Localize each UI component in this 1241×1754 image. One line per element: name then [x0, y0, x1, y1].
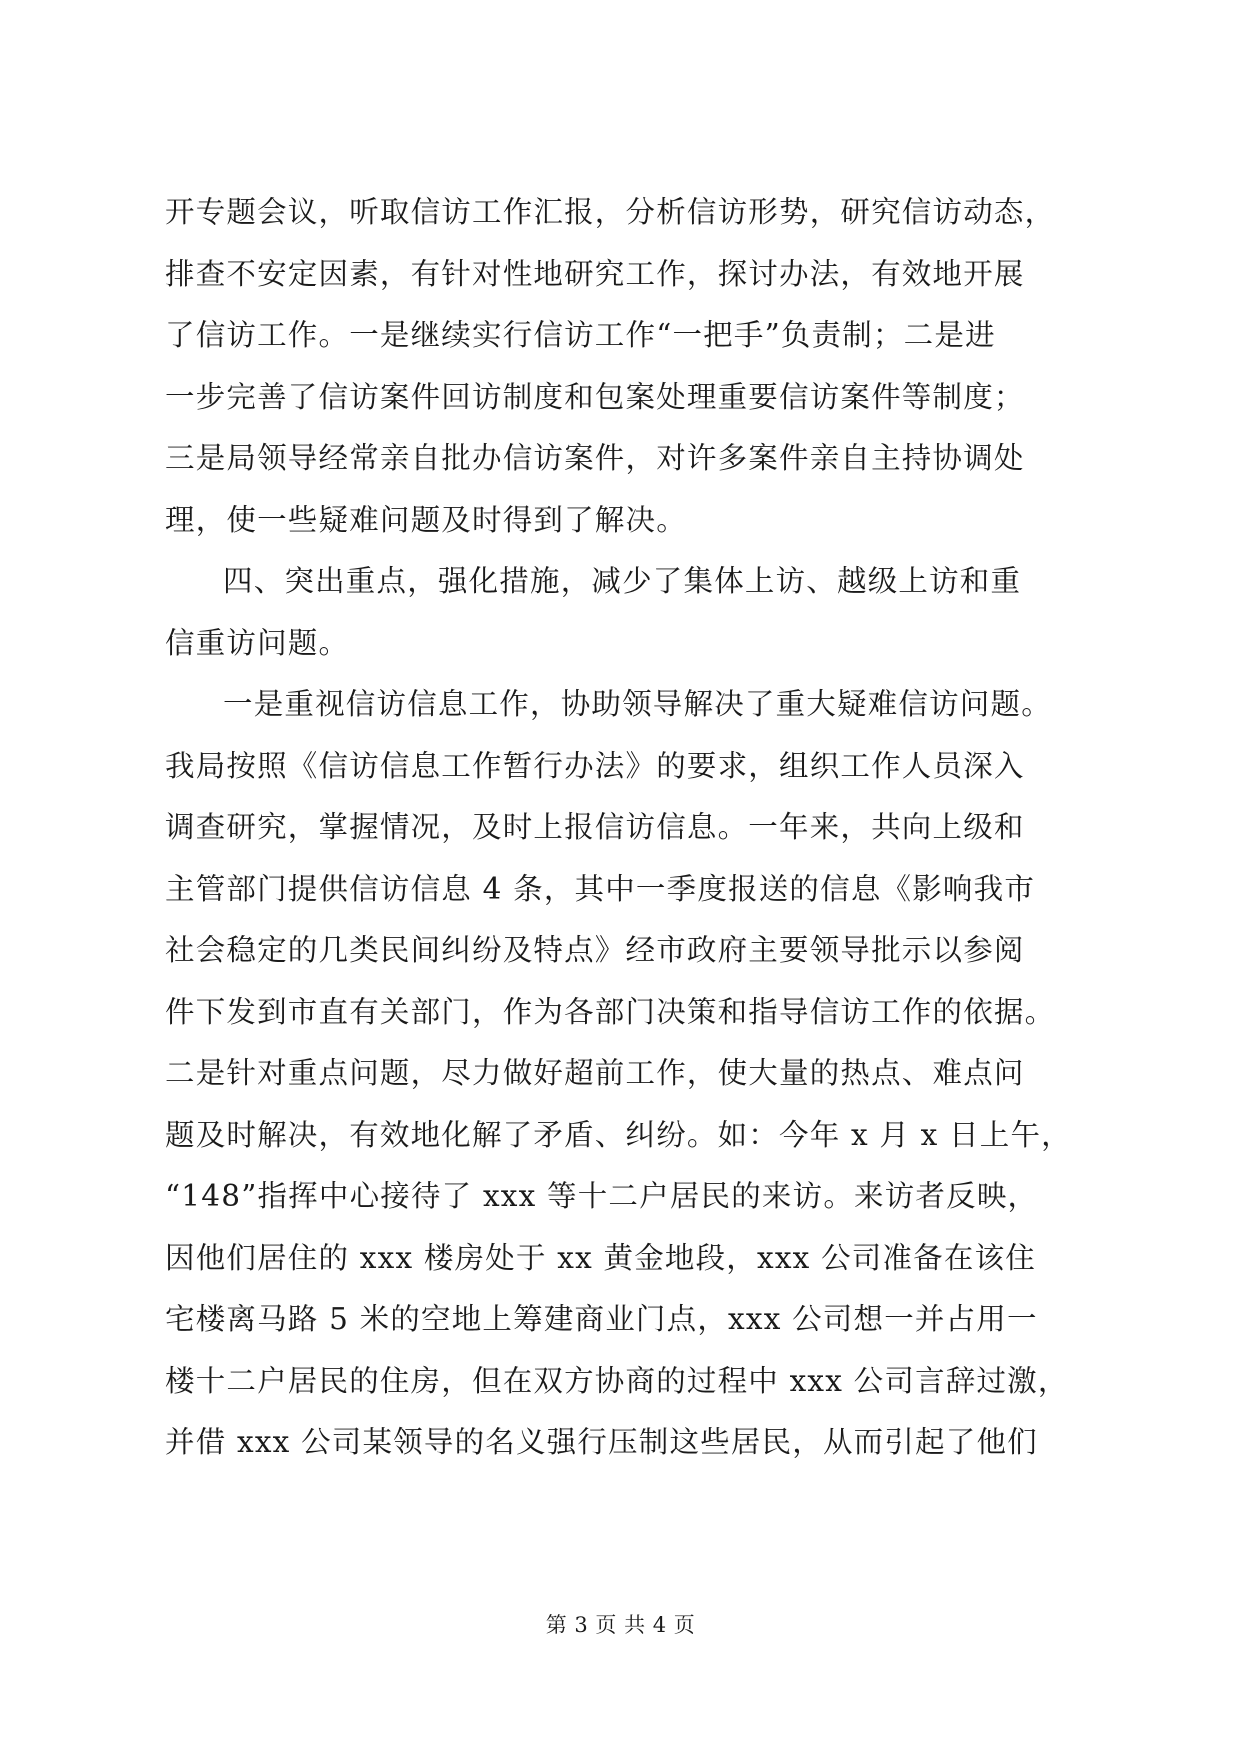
text-line: 开专题会议，听取信访工作汇报，分析信访形势，研究信访动态， [165, 195, 1056, 229]
text-line: 并借 xxx 公司某领导的名义强行压制这些居民，从而引起了他们 [165, 1425, 1038, 1459]
paragraph-first-line: 一是重视信访信息工作，协助领导解决了重大疑难信访问题。 [223, 687, 1052, 721]
text-line: 题及时解决，有效地化解了矛盾、纠纷。如：今年 x 月 x 日上午， [165, 1117, 1072, 1152]
text-line: 我局按照《信访信息工作暂行办法》的要求，组织工作人员深入 [165, 748, 1025, 783]
text-line: 排查不安定因素，有针对性地研究工作，探讨办法，有效地开展 [165, 256, 1025, 291]
text-line: 调查研究，掌握情况，及时上报信访信息。一年来，共向上级和 [165, 810, 1025, 844]
text-line: 一步完善了信访案件回访制度和包案处理重要信访案件等制度； [165, 379, 1025, 414]
text-line: 二是针对重点问题，尽力做好超前工作，使大量的热点、难点问 [165, 1056, 1025, 1090]
text-line: “148”指挥中心接待了 xxx 等十二户居民的来访。来访者反映， [165, 1179, 1039, 1213]
text-line: 宅楼离马路 5 米的空地上筹建商业门点，xxx 公司想一并占用一 [165, 1302, 1038, 1336]
text-line: 了信访工作。一是继续实行信访工作“一把手”负责制；二是进 [165, 318, 996, 352]
text-line: 因他们居住的 xxx 楼房处于 xx 黄金地段，xxx 公司准备在该住 [165, 1240, 1036, 1275]
section-heading-line: 信重访问题。 [165, 625, 350, 660]
document-body [165, 192, 1085, 1484]
text-line: 主管部门提供信访信息 4 条，其中一季度报送的信息《影响我市 [165, 871, 1036, 906]
text-line: 件下发到市直有关部门，作为各部门决策和指导信访工作的依据。 [165, 994, 1056, 1029]
text-line: 楼十二户居民的住房，但在双方协商的过程中 xxx 公司言辞过激， [165, 1363, 1069, 1398]
text-line: 理，使一些疑难问题及时得到了解决。 [165, 502, 687, 537]
section-heading-line: 四、突出重点，强化措施，减少了集体上访、越级上访和重 [223, 564, 1022, 598]
text-line: 三是局领导经常亲自批办信访案件，对许多案件亲自主持协调处 [165, 441, 1025, 475]
text-line: 社会稳定的几类民间纠纷及特点》经市政府主要领导批示以参阅 [165, 933, 1025, 967]
page-number-footer: 第 3 页 共 4 页 [545, 1613, 696, 1637]
